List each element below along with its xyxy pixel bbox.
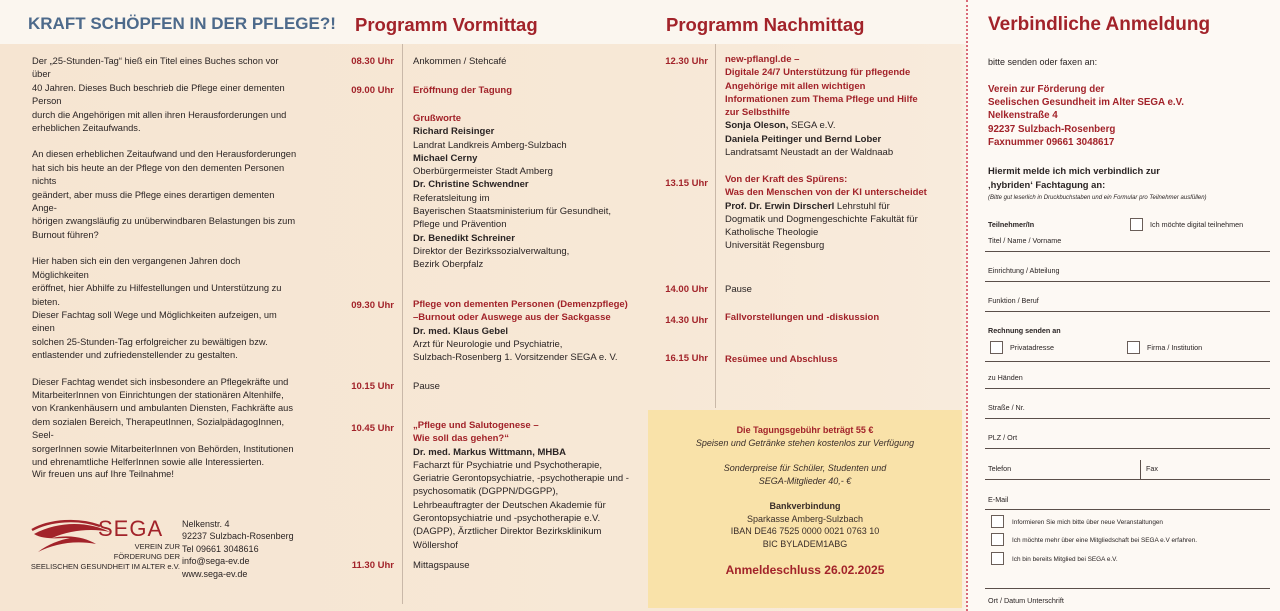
name-field[interactable] [985,251,1270,252]
signature-field[interactable] [985,588,1270,589]
newsletter-checkbox[interactable] [991,515,1004,528]
member-label: Ich bin bereits Mitglied bei SEGA e.V. [1012,556,1118,563]
attn-label: zu Händen [988,373,1023,382]
sega-logo [30,512,180,582]
fee-special: SEGA-Mitglieder 40,- € [758,475,852,486]
lunch-item: Mittagspause [413,560,470,571]
city-label: PLZ / Ort [988,433,1018,442]
time-label: 08.30 Uhr [351,56,394,67]
time-label: 09.00 Uhr [351,85,394,96]
bank-iban: IBAN DE46 7525 0000 0021 0763 10 [730,526,880,536]
logo-subtitle: VEREIN ZUR FÖRDERUNG DER SEELISCHEN GESUNDHEIT IM ALTER e.V. [30,542,180,571]
time-label: 14.00 Uhr [665,284,708,295]
summary-item: Resümee und Abschluss [725,354,838,365]
afternoon-divider [715,44,716,408]
pause-item: Pause [413,381,440,392]
invoice-label: Rechnung senden an [988,326,1061,335]
time-label: 10.45 Uhr [351,423,394,434]
declaration: Hiermit melde ich mich verbindlich zur ‚hybriden‘ Fachtagung an: [988,165,1160,190]
function-field[interactable] [985,311,1270,312]
participant-label: Teilnehmer/In [988,220,1035,229]
bank-bic: BIC BYLADEM1ABG [762,538,848,549]
cases-item: Fallvorstellungen und -diskussion [725,312,880,323]
morning-heading: Programm Vormittag [355,14,538,35]
time-label: 09.30 Uhr [351,300,394,311]
intro-paragraph: Hier haben sich ein den vergangenen Jahren doch Möglichkeiten eröffnet, hier Abhilfe zu Hilfestellungen und Unterstützung zu bieten. Dieser Fachtag soll Wege und Möglichkeiten aufzeigen, um einen solchen 25-Stunden-Tag erfolgreicher zu bewältigen bzw. entlastender und zufriedenstellender zu gestalten. [32,256,282,361]
registration-address: Verein zur Förderung der Seelischen Gesundheit im Alter SEGA e.V. Nelkenstraße 4 92237 Sulzbach-Rosenberg Faxnummer 09661 3048617 [988,84,1185,148]
bank-name: Sparkasse Amberg-Sulzbach [746,513,864,524]
city-field[interactable] [985,448,1270,449]
time-label: 13.15 Uhr [665,178,708,189]
pause-item: Pause [725,284,752,295]
intro-heading: KRAFT SCHÖPFEN IN DER PFLEGE?! [28,14,336,33]
afternoon-heading: Programm Nachmittag [666,14,865,35]
email-field[interactable] [985,509,1270,510]
registration-heading: Verbindliche Anmeldung [988,14,1211,35]
time-label: 14.30 Uhr [665,315,708,326]
time-label: 11.30 Uhr [351,560,394,571]
form-note: (Bitte gut leserlich in Druckbuchstaben und ein Formular pro Teilnehmer ausfüllen) [988,195,1207,201]
talk-salutogenesis: „Pflege und Salutogenese – Wie soll das gehen?“ Dr. med. Markus Wittmann, MHBA Facharzt für Psychiatrie und Psychotherapie, Geriatrie Gerontopsychiatrie, -psychotherapie und - psychosomatik (DGPPN/DGGPP), Lehrbeauftragter der Deutschen Akademie für Gerontopsychiatrie und -psychotherapie e.V. (DAGPP), Ärztlicher Direktor Bezirksklinikum Wöllershof [413,420,629,551]
membership-info-checkbox[interactable] [991,533,1004,546]
attn-field[interactable] [985,388,1270,389]
institution-label: Einrichtung / Abteilung [988,266,1060,275]
arrival-item: Ankommen / Stehcafé [413,56,507,67]
street-label: Straße / Nr. [988,403,1025,412]
time-label: 16.15 Uhr [665,353,708,364]
phone-fax-field[interactable] [985,479,1270,480]
intro-text [32,55,297,482]
phone-fax-divider [1140,460,1141,479]
digital-label: Ich möchte digital teilnehmen [1150,220,1244,229]
digital-checkbox[interactable] [1130,218,1143,231]
newsletter-label: Informieren Sie mich bitte über neue Veranstaltungen [1012,519,1163,526]
private-address-checkbox[interactable] [990,341,1003,354]
talk-ki: Von der Kraft des Spürens: Was den Menschen von der KI unterscheidet Prof. Dr. Erwin Dirscherl Lehrstuhl für Dogmatik und Dogmengeschichte Fakultät für Katholische Theologie Universität Regensburg [725,174,927,252]
signature-label: Ort / Datum Unterschrift [988,596,1064,605]
member-checkbox[interactable] [991,552,1004,565]
talk-dementia: Pflege von dementen Personen (Demenzpflege) –Burnout oder Auswege aus der Sackgasse Dr. med. Klaus Gebel Arzt für Neurologie und Psychiatrie, Sulzbach-Rosenberg 1. Vorsitzender SEGA e. V. [413,299,628,364]
fee-special: Sonderpreise für Schüler, Studenten und [723,463,887,473]
email-label: E-Mail [988,495,1009,504]
closing-line: Wir freuen uns auf Ihre Teilnahme! [32,469,174,479]
perforation-line [966,0,968,611]
institution-field[interactable] [985,281,1270,282]
membership-info-label: Ich möchte mehr über eine Mitgliedschaft bei SEGA e.V erfahren. [1012,537,1198,544]
opening-item: Eröffnung der Tagung [413,85,513,96]
send-instruction: bitte senden oder faxen an: [988,57,1098,67]
form-divider [985,361,1270,362]
street-field[interactable] [985,418,1270,419]
fee-box [648,410,962,608]
intro-paragraph: Der „25-Stunden-Tag“ hieß ein Titel eines Buches schon vor über 40 Jahren. Dieses Buch beschrieb die Pflege einer dementen Person durch die Angehörigen mit allen ihren Herausforderungen und erheblichen Zeitaufwands. [32,56,287,134]
fee-food: Speisen und Getränke stehen kostenlos zur Verfügung [695,437,915,448]
function-label: Funktion / Beruf [988,296,1039,305]
morning-divider [402,44,403,604]
private-address-label: Privatadresse [1010,343,1054,352]
address-block: Nelkenstr. 4 92237 Sulzbach-Rosenberg Tel 09661 3048616 info@sega-ev.de www.sega-ev.de [182,519,294,579]
intro-paragraph: An diesen erheblichen Zeitaufwand und den Herausforderungen hat sich bis heute an der Pflege von den dementen Personen nichts geändert, aber muss die Pflege eines derartigen dementen Ange- hörigen zwangsläufig zu unüberwindbaren Belastungen bis zum Burnout führen? [32,149,297,240]
phone-label: Telefon [988,464,1012,473]
name-label: Titel / Name / Vorname [988,236,1062,245]
company-label: Firma / Institution [1147,343,1203,352]
fax-label: Fax [1146,464,1158,473]
company-checkbox[interactable] [1127,341,1140,354]
time-label: 10.15 Uhr [351,381,394,392]
bank-title: Bankverbindung [769,501,841,511]
deadline: Anmeldeschluss 26.02.2025 [725,563,885,577]
intro-paragraph: Dieser Fachtag wendet sich insbesondere an Pflegekräfte und MitarbeiterInnen von Einrichtungen der stationären Altenhilfe, von Krankenhäusern und ambulanten Diensten, Fachkräfte aus dem sozialen Bereich, TherapeutInnen, SozialpädagogInnen, Seel- sorgerInnen sowie MitarbeiterInnen von Behörden, Institutionen und ehrenamtliche HelferInnen sowie alle Interessierten. [32,376,294,467]
fee-title: Die Tagungsgebühr beträgt 55 € [736,425,874,435]
time-label: 12.30 Uhr [665,56,708,67]
logo-wordmark: SEGA [98,516,164,541]
greetings-block: Grußworte Richard Reisinger Landrat Landkreis Amberg-Sulzbach Michael Cerny Oberbürgermeister Stadt Amberg Dr. Christine Schwendner Referatsleitung im Bayerischen Staatsministerium für Gesundheit, Pflege und Prävention Dr. Benedikt Schreiner Direktor der Bezirkssozialverwaltung, Bezirk Oberpfalz [413,113,612,271]
talk-pflangl: new-pflangl.de – Digitale 24/7 Unterstützung für pflegende Angehörige mit allen wichtigen Informationen zum Thema Pflege und Hilfe zur Selbsthilfe Sonja Oleson, SEGA e.V. Daniela Peitinger und Bernd Lober Landratsamt Neustadt an der Waldnaab [725,54,918,159]
